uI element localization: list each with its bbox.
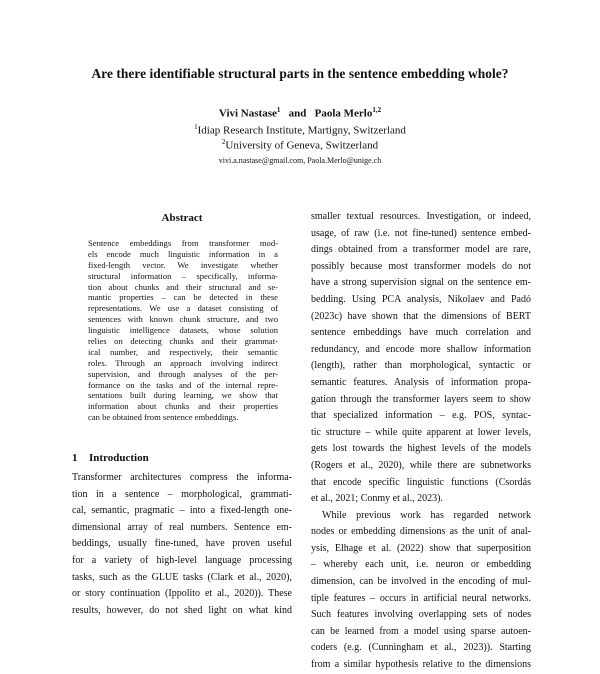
affiliation-mark: 1 xyxy=(194,123,198,131)
affiliation-text: University of Geneva, Switzerland xyxy=(225,139,379,152)
text-line: dimensional array of real numbers. Sentence em- xyxy=(72,521,292,533)
text-line: formance on the tasks and of the internal repre- xyxy=(88,379,278,390)
introduction-body xyxy=(72,470,292,619)
text-line: can be obtained from sentence embeddings. xyxy=(88,412,239,423)
text-line: semantic features. Analysis of information propa- xyxy=(311,376,531,388)
text-line: ysis, Elhage et al. (2022) show that superposition xyxy=(311,542,531,554)
text-line: possibly because most transformer models do not xyxy=(311,260,531,272)
text-line: dings obtained from a transformer model are rare, xyxy=(311,244,531,256)
text-line: coders (e.g. (Cunningham et al., 2023)). Starting xyxy=(311,642,531,654)
text-line: that specialized information – e.g. POS, syntac- xyxy=(311,410,531,422)
text-line: sentations built during learning, we show that xyxy=(88,390,278,401)
paper-title: Are there identifiable structural parts in the sentence embedding whole? xyxy=(91,66,509,81)
text-line: sentence embeddings have much correlation and xyxy=(311,327,531,339)
author-affiliation-mark: 1,2 xyxy=(372,106,382,114)
text-line: tion in a sentence – morphological, grammati- xyxy=(72,488,292,500)
author-emails: vivi.a.nastase@gmail.com, Paola.Merlo@unige.ch xyxy=(218,156,382,165)
text-line: can be learned from a model using sparse autoen- xyxy=(311,625,531,637)
text-line: sentences with known chunk structure, and two xyxy=(88,314,278,325)
affiliation-text: Idiap Research Institute, Martigny, Switzerland xyxy=(197,124,406,137)
text-line: Such features involving overlapping sets of nodes xyxy=(311,609,531,621)
text-line: ical number, and respectively, their semantic xyxy=(88,346,278,357)
text-line: gets lost towards the highest levels of the models xyxy=(311,443,531,455)
right-column-body xyxy=(311,209,531,674)
abstract-heading: Abstract xyxy=(161,212,203,224)
section-heading xyxy=(72,452,149,464)
affiliation xyxy=(0,123,600,137)
author-affiliation-mark: 1 xyxy=(276,106,281,114)
author-name: Vivi Nastase xyxy=(218,107,277,120)
text-line: or story continuation (Ippolito et al., 2020)). These xyxy=(72,588,292,600)
text-line: (Rogers et al., 2020), while there are subnetworks xyxy=(311,459,531,471)
affiliation xyxy=(0,138,600,152)
text-line: smaller textual resources. Investigation, or indeed, xyxy=(311,211,531,222)
abstract-body xyxy=(88,238,278,423)
text-line: fixed-length vector. We investigate whether xyxy=(88,259,278,270)
text-line: nodes or embedding dimensions as the unit of anal- xyxy=(311,526,531,538)
text-line: have a strong supervision signal on the sentence em- xyxy=(311,277,531,289)
text-line: (2023c) have shown that the dimensions of BERT xyxy=(311,310,531,322)
section-number: 1 xyxy=(72,452,78,464)
text-line: bedding. Using PCA analysis, Nikolaev and Padó xyxy=(311,293,531,305)
text-line: tasks, such as the GLUE tasks (Clark et al., 2020), xyxy=(72,571,292,583)
text-line: Sentence embeddings from transformer mod- xyxy=(88,238,278,248)
text-line: dimension, can be involved in the encoding of mul- xyxy=(311,576,531,588)
text-line: cal, semantic, pragmatic – into a fixed-length one- xyxy=(72,505,292,517)
text-line: beddings, usually fine-tuned, have proven useful xyxy=(72,538,292,550)
text-line: (length), rather than morphological, syntactic or xyxy=(311,360,531,372)
text-line: tion about chunks and their structural and se- xyxy=(88,281,278,292)
section-title: Introduction xyxy=(89,452,149,464)
text-line: supervision, and through analyses of the per- xyxy=(88,368,278,379)
text-line: Transformer architectures compress the informa- xyxy=(72,472,292,483)
text-line: els encode much linguistic information in a xyxy=(88,248,278,259)
text-line: et al., 2021; Conmy et al., 2023). xyxy=(311,493,443,505)
text-line: results, however, do not shed light on what kind xyxy=(72,604,292,616)
text-line: redundancy, and encode more shallow information xyxy=(311,343,531,355)
text-line: tiple features – occurs in artificial neural networks. xyxy=(311,592,531,604)
text-line: representations. We use a dataset consisting of xyxy=(88,303,278,314)
author-name: Paola Merlo xyxy=(314,107,373,120)
text-line: structural information – specifically, informa- xyxy=(88,270,278,281)
text-line: information about chunks and their properties xyxy=(88,401,278,412)
text-line: for a variety of high-level language processing xyxy=(72,554,292,566)
text-line: tic structure – while quite apparent at lower levels, xyxy=(311,426,531,438)
text-line: that encode specific linguistic functions (Csordás xyxy=(311,476,531,488)
text-line: linguistic intelligence datasets, whose solution xyxy=(88,325,278,336)
text-line: – whereby each unit, i.e. neuron or embedding xyxy=(311,559,531,571)
text-line: from a similar hypothesis relative to the dimensions xyxy=(311,659,531,671)
author-line xyxy=(0,106,600,120)
text-line: gation through the transformer layers seem to show xyxy=(311,393,531,405)
text-line: usage, of raw (i.e. not fine-tuned) sentence embed- xyxy=(311,227,531,239)
text-line: relies on detecting chunks and their grammat- xyxy=(88,336,278,347)
text-line: mantic properties – can be detected in these xyxy=(88,292,278,303)
affiliation-mark: 2 xyxy=(221,138,226,146)
text-line: roles. Through an approach involving indirect xyxy=(88,357,278,368)
text-line: While previous work has regarded network xyxy=(322,509,531,521)
author-connector: and xyxy=(288,107,307,120)
